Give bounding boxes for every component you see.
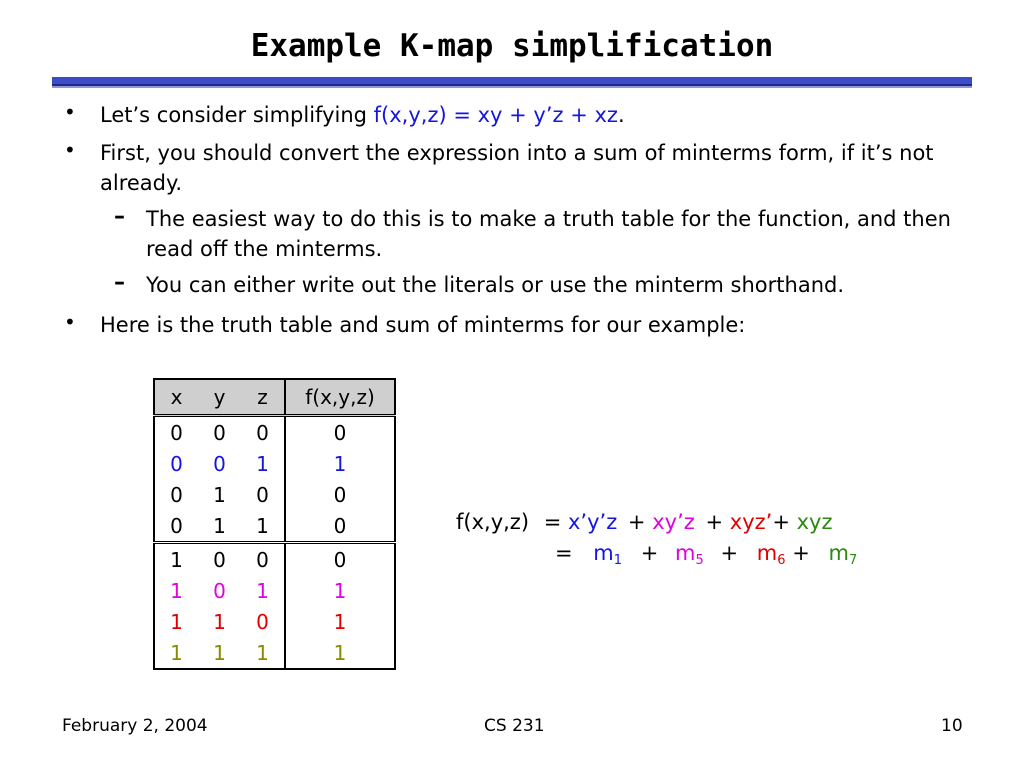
table-cell: 1: [285, 606, 395, 637]
table-cell: 1: [213, 609, 226, 634]
table-cell: 1: [170, 640, 183, 665]
table-cell: 0: [285, 479, 395, 510]
table-cell: 1: [285, 637, 395, 669]
table-cell: 1: [213, 482, 226, 507]
sub-bullet-2: You can either write out the literals or use the minterm shorthand.: [146, 273, 845, 297]
table-cell: 1: [170, 609, 183, 634]
table-cell: 0: [198, 543, 241, 576]
header-z: z: [241, 379, 285, 416]
table-cell: 0: [256, 482, 269, 507]
plus-sign: +: [627, 510, 646, 534]
table-cell: 0: [213, 578, 226, 603]
header-x: x: [154, 379, 198, 416]
minterm-m6: [756, 541, 786, 568]
table-cell: 0: [170, 513, 183, 538]
table-cell: 1: [256, 640, 269, 665]
table-cell: 0: [170, 451, 183, 476]
table-cell: 0: [213, 420, 226, 445]
table-row: [154, 543, 395, 576]
title-underline: [52, 77, 972, 86]
truth-table-body: [154, 416, 395, 670]
minterm-m7: [828, 541, 858, 568]
table-cell: 0: [256, 420, 269, 445]
plus-sign: +: [720, 541, 739, 565]
truth-table-header: [154, 379, 395, 416]
minterm-literal-7: xyz: [796, 510, 833, 534]
minterm-literal-1: x’y’z: [568, 510, 618, 534]
equals-sign: =: [555, 541, 573, 565]
table-row: [154, 448, 395, 479]
table-cell: 1: [285, 448, 395, 479]
table-cell: 0: [241, 543, 285, 576]
table-row: [154, 637, 395, 669]
minterm-literal-6: xyz’: [729, 510, 773, 534]
table-cell: 0: [170, 482, 183, 507]
table-row: [154, 606, 395, 637]
equation-line-1: [456, 508, 833, 536]
minterm-m: m: [756, 541, 778, 565]
slide-title: Example K-map simplification: [250, 28, 774, 64]
sub-bullet-1: The easiest way to do this is to make a truth table for the function, and then read off the minterms.: [146, 207, 951, 261]
bullet-icon: •: [64, 100, 76, 124]
plus-sign: +: [705, 510, 724, 534]
bullet-icon: •: [64, 138, 76, 162]
table-cell: 1: [256, 513, 269, 538]
table-cell: 1: [285, 575, 395, 606]
plus-sign: +: [772, 510, 790, 534]
header-f: f(x,y,z): [285, 379, 395, 416]
bullet-1: [100, 100, 980, 130]
footer-date: February 2, 2004: [62, 716, 208, 736]
truth-table: [153, 378, 396, 670]
bullet-icon: •: [64, 310, 76, 334]
minterm-index: 5: [695, 553, 704, 568]
equation-line-2: [555, 539, 857, 575]
minterm-m5: [675, 541, 704, 568]
equation-lhs: f(x,y,z): [456, 510, 530, 534]
table-row: [154, 575, 395, 606]
bullet-2: First, you should convert the expression into a sum of minterms form, if it’s not already.: [100, 141, 934, 195]
dash-icon: –: [114, 270, 125, 295]
table-row: [154, 510, 395, 543]
dash-icon: –: [114, 204, 125, 229]
table-cell: 1: [213, 640, 226, 665]
plus-sign: +: [792, 541, 810, 565]
minterm-literal-5: xy’z: [652, 510, 695, 534]
minterm-index: 6: [777, 553, 786, 568]
table-cell: 1: [213, 513, 226, 538]
equals-sign: =: [543, 510, 562, 534]
footer-course: CS 231: [484, 716, 545, 736]
table-cell: 1: [154, 543, 198, 576]
minterm-m: m: [675, 541, 696, 565]
minterm-m1: [593, 541, 623, 568]
table-cell: 0: [256, 609, 269, 634]
minterm-m: m: [828, 541, 849, 565]
table-cell: 0: [285, 416, 395, 449]
minterm-index: 7: [848, 553, 858, 568]
bullet-3: Here is the truth table and sum of minterms for our example:: [100, 313, 746, 337]
bullet-1-text: Let’s consider simplifying: [100, 103, 374, 127]
table-cell: 0: [285, 510, 395, 543]
table-cell: 0: [285, 543, 395, 576]
bullet-1-period: .: [617, 103, 625, 127]
table-cell: 1: [256, 451, 269, 476]
plus-sign: +: [640, 541, 659, 565]
minterm-index: 1: [613, 553, 623, 568]
table-cell: 0: [170, 420, 183, 445]
footer-page-number: 10: [941, 716, 963, 736]
table-row: [154, 416, 395, 449]
table-cell: 1: [170, 578, 183, 603]
minterm-m: m: [593, 541, 614, 565]
table-row: [154, 479, 395, 510]
table-cell: 0: [213, 451, 226, 476]
header-y: y: [198, 379, 241, 416]
bullet-1-expression: f(x,y,z) = xy + y’z + xz: [373, 103, 618, 127]
table-cell: 1: [256, 578, 269, 603]
